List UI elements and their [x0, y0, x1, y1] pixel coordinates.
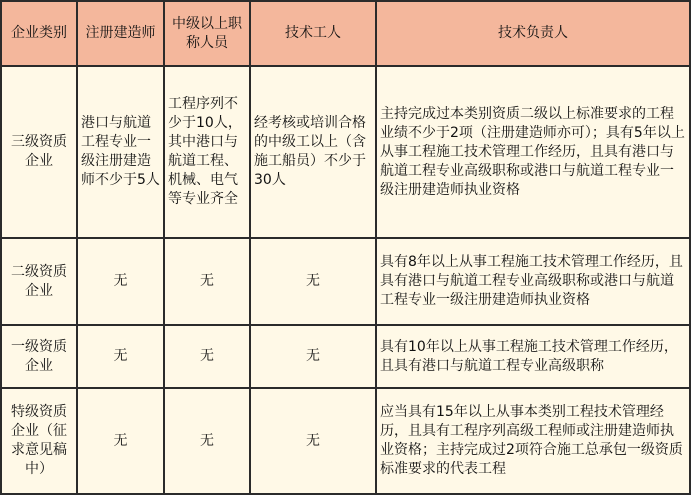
cell-category: 二级资质企业	[1, 238, 77, 325]
header-mid-title-staff: 中级以上职称人员	[164, 1, 250, 66]
cell-technical-lead: 主持完成过本类别资质二级以上标准要求的工程业绩不少于2项（注册建造师亦可）；具有5年以上从事工程施工技术管理工作经历，且具有港口与航道工程专业高级职称或港口与航道工程专业一级注册建造师执业资格	[376, 66, 690, 238]
cell-registered-architect: 无	[77, 388, 164, 494]
header-category: 企业类别	[1, 1, 77, 66]
cell-technical-lead: 具有10年以上从事工程施工技术管理工作经历，且具有港口与航道工程专业高级职称	[376, 325, 690, 388]
cell-category: 特级资质企业（征求意见稿中）	[1, 388, 77, 494]
cell-category: 一级资质企业	[1, 325, 77, 388]
table-row-special-grade	[1, 388, 690, 494]
cell-technical-lead: 具有8年以上从事工程施工技术管理工作经历，且具有港口与航道工程专业高级职称或港口与航道工程专业一级注册建造师执业资格	[376, 238, 690, 325]
table-header-row	[1, 1, 690, 66]
cell-technical-lead: 应当具有15年以上从事本类别工程技术管理经历，且具有工程序列高级工程师或注册建造师执业资格；主持完成过2项符合施工总承包一级资质标准要求的代表工程	[376, 388, 690, 494]
cell-registered-architect: 港口与航道工程专业一级注册建造师不少于5人	[77, 66, 164, 238]
cell-technical-workers: 经考核或培训合格的中级工以上（含施工船员）不少于30人	[250, 66, 376, 238]
cell-mid-title-staff: 无	[164, 325, 250, 388]
cell-mid-title-staff: 工程序列不少于10人，其中港口与航道工程、机械、电气等专业齐全	[164, 66, 250, 238]
header-registered-architect: 注册建造师	[77, 1, 164, 66]
cell-mid-title-staff: 无	[164, 238, 250, 325]
header-technical-lead: 技术负责人	[376, 1, 690, 66]
cell-category: 三级资质企业	[1, 66, 77, 238]
cell-technical-workers: 无	[250, 388, 376, 494]
table-row-grade-2	[1, 238, 690, 325]
cell-mid-title-staff: 无	[164, 388, 250, 494]
table-row-grade-3	[1, 66, 690, 238]
cell-registered-architect: 无	[77, 238, 164, 325]
header-technical-workers: 技术工人	[250, 1, 376, 66]
cell-technical-workers: 无	[250, 238, 376, 325]
cell-registered-architect: 无	[77, 325, 164, 388]
cell-technical-workers: 无	[250, 325, 376, 388]
table-row-grade-1	[1, 325, 690, 388]
